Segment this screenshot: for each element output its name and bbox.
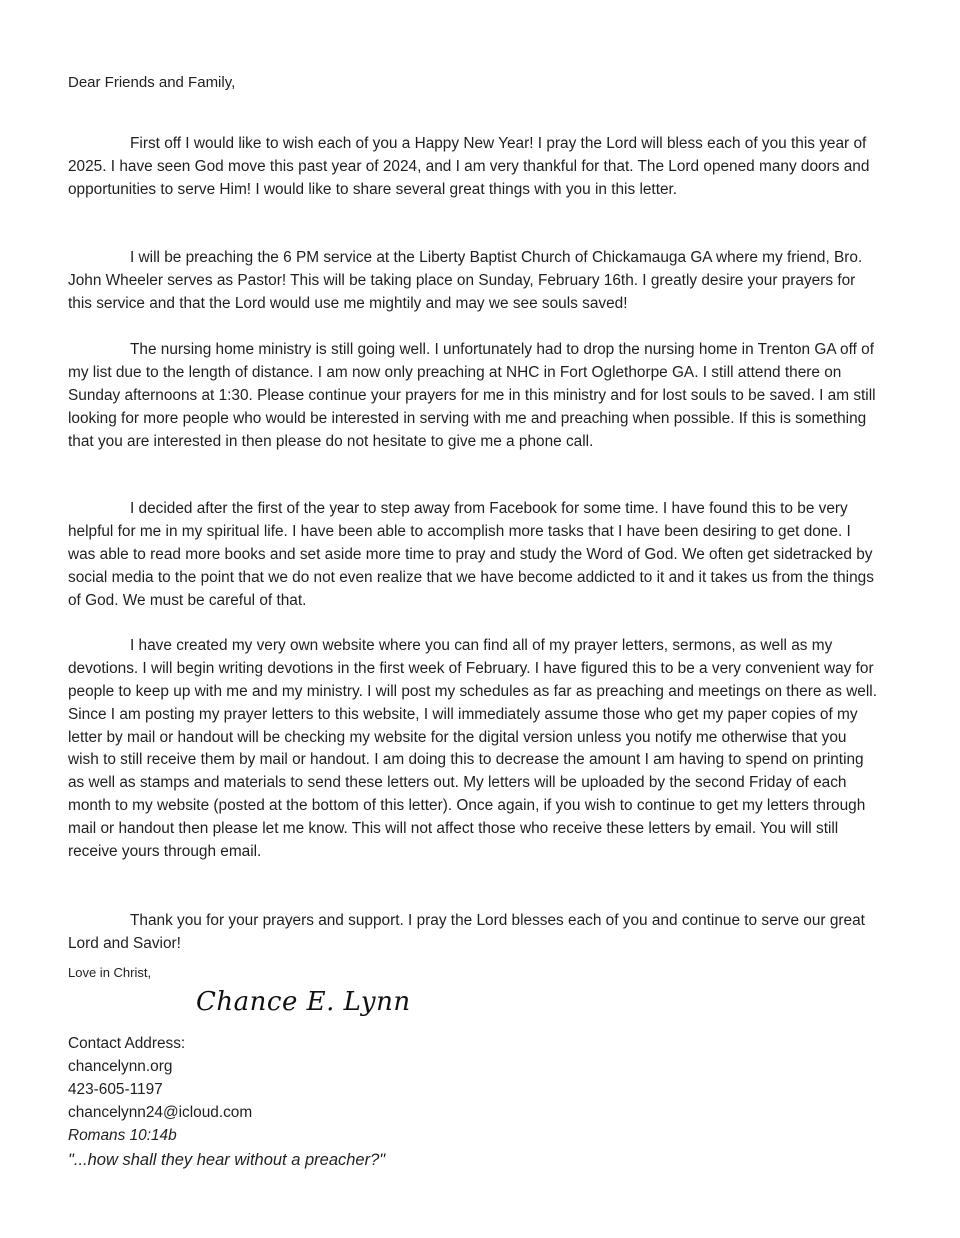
contact-email: chancelynn24@icloud.com [68,1104,253,1121]
letter-paragraph-website: I have created my very own website where you can find all of my prayer letters, sermons, as well as my devotions. I will begin writing devotions in the first week of February. I have figured this to be a very convenient way for people to keep up with me and my ministry. I will post my schedules as far as preaching and meetings on there as well. Since I am posting my prayer letters to this website, I will immediately assume those who get my paper copies of my letter by mail or handout will be checking my website for the digital version unless you notify me otherwise that you wish to still receive them by mail or handout. I am doing this to decrease the amount I am having to spend on printing as well as stamps and materials to send these letters out. My letters will be uploaded by the second Friday of each month to my website (posted at the bottom of this letter). Once again, if you wish to continue to get my letters through mail or handout then please let me know. This will not affect those who receive these letters by email. You will still receive yours through email. [68,637,877,860]
letter-paragraph-new-year: First off I would like to wish each of you a Happy New Year! I pray the Lord will bless each of you this year of 2025. I have seen God move this past year of 2024, and I am very thankful for that. The Lord opened many doors and opportunities to serve Him! I would like to share several great things with you in this letter. [68,135,870,198]
verse-reference: Romans 10:14b [68,1127,177,1144]
verse-text: "...how shall they hear without a preacher?" [68,1151,386,1169]
letter-closing: Love in Christ, [68,965,152,980]
letter-paragraph-preaching-service: I will be preaching the 6 PM service at the Liberty Baptist Church of Chickamauga GA where my friend, Bro. John Wheeler serves as Pastor! This will be taking place on Sunday, February 16th. I greatly desire your prayers for this service and that the Lord would use me mightily and may we see souls saved! [68,249,863,312]
letter-paragraph-nursing-home: The nursing home ministry is still going well. I unfortunately had to drop the nursing home in Trenton GA off of my list due to the length of distance. I am now only preaching at NHC in Fort Oglethorpe GA. I still attend there on Sunday afternoons at 1:30. Please continue your prayers for me in this ministry and for lost souls to be saved. I am still looking for more people who would be interested in serving with me and preaching when possible. If this is something that you are interested in then please do not hesitate to give me a phone call. [68,341,876,450]
handwritten-signature: Chance E. Lynn [196,987,411,1017]
contact-heading: Contact Address: [68,1035,186,1052]
letter-paragraph-thanks: Thank you for your prayers and support. I pray the Lord blesses each of you and continue to serve our great Lord and Savior! [68,912,865,953]
contact-block [68,1032,385,1172]
contact-website: chancelynn.org [68,1058,173,1075]
letter-paragraph-facebook: I decided after the first of the year to step away from Facebook for some time. I have found this to be very helpful for me in my spiritual life. I have been able to accomplish more tasks that I have been desiring to get done. I was able to read more books and set aside more time to pray and study the Word of God. We often get sidetracked by social media to the point that we do not even realize that we have become addicted to it and it takes us from the things of God. We must be careful of that. [68,500,874,609]
letter-greeting: Dear Friends and Family, [68,74,236,91]
contact-phone: 423-605-1197 [68,1081,163,1098]
